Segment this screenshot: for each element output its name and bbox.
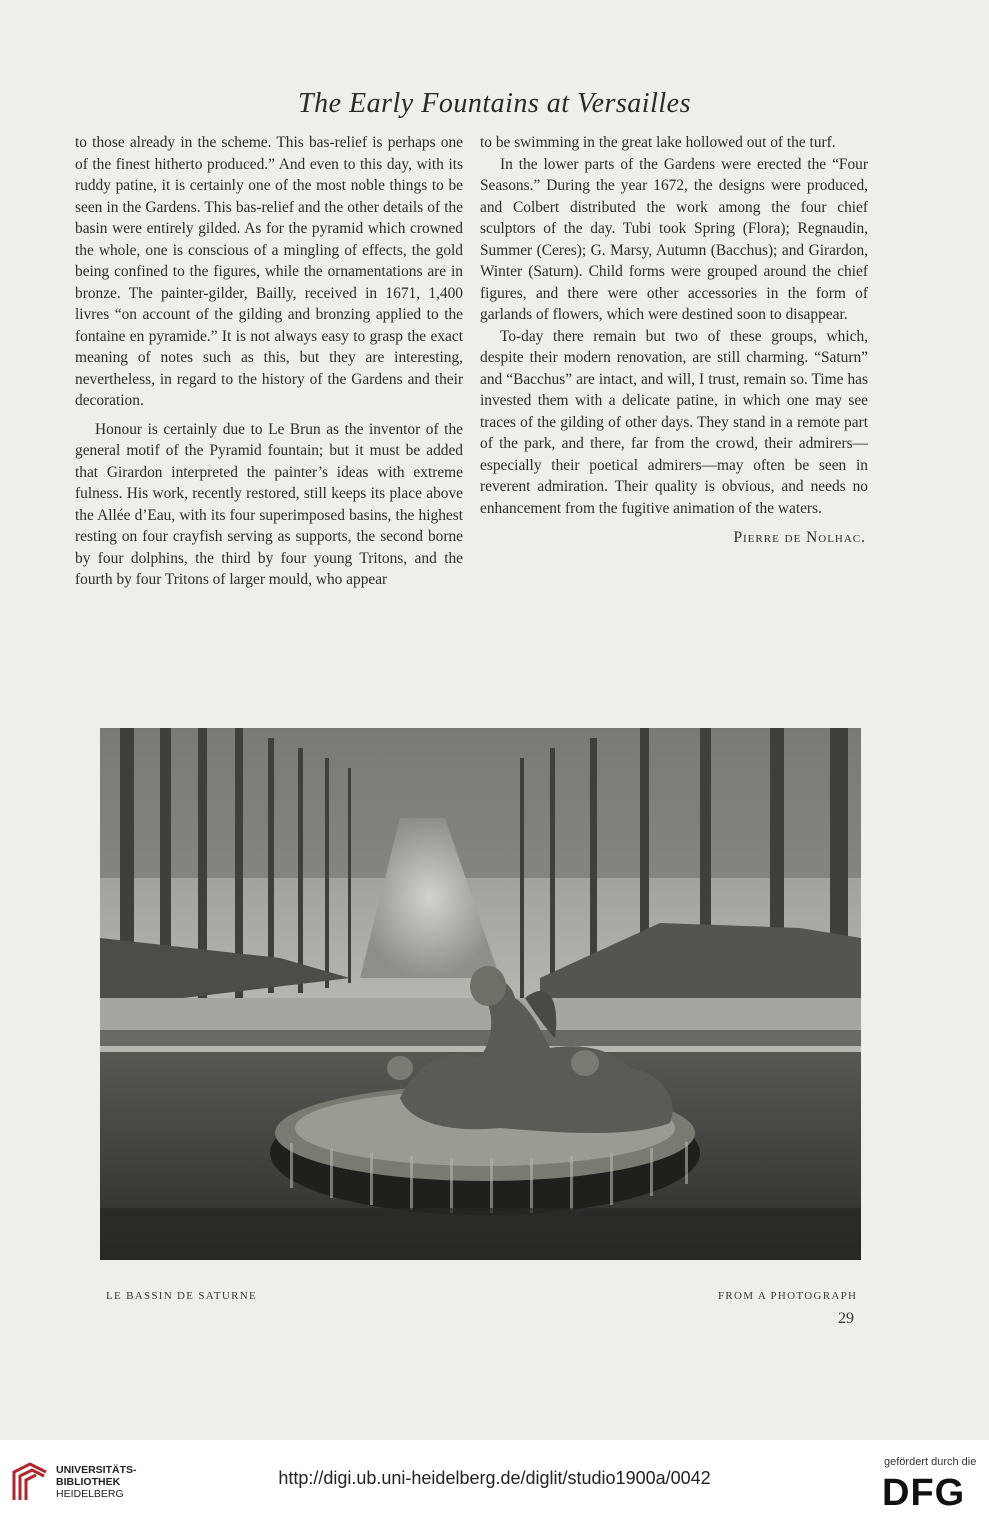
- library-name-line-2: BIBLIOTHEK: [56, 1476, 121, 1488]
- left-column: [75, 132, 463, 591]
- left-paragraph-1: to those already in the scheme. This bas-relief is perhaps one of the finest hitherto produced.” And even to this day, with its ruddy patine, it is certainly one of the most noble things to be seen in the Gardens. This bas-relief and the other details of the basin were entirely gilded. As for the pyramid which crowned the whole, one is conscious of a mingling of effects, the gold being confined to the figures, while the ornamentations are in bronze. The painter-gilder, Bailly, received in 1671, 1,400 livres “on account of the gilding and bronzing applied to the fontaine en pyramide.” It is not always easy to grasp the exact meaning of notes such as this, but they are interesting, nevertheless, in regard to the history of the Gardens and their decoration.: [75, 134, 463, 409]
- library-name-line-3: HEIDELBERG: [56, 1488, 124, 1500]
- dfg-logo: DFG: [882, 1472, 966, 1514]
- photo-caption: LE BASSIN DE SATURNE: [106, 1290, 257, 1302]
- fountain-photograph: [100, 728, 861, 1260]
- library-name-line-1: UNIVERSITÄTS-: [56, 1464, 137, 1476]
- source-url-link[interactable]: http://digi.ub.uni-heidelberg.de/diglit/studio1900a/0042: [278, 1468, 711, 1488]
- left-paragraph-2: Honour is certainly due to Le Brun as the inventor of the general motif of the Pyramid fountain; but it must be added that Girardon interpreted the painter’s ideas with extreme fulness. His work, recently restored, still keeps its place above the Allée d’Eau, with its four superimposed basins, the highest resting on four crayfish serving as supports, the second borne by four dolphins, the third by four young Tritons, and the fourth by four Tritons of larger mould, who appear: [75, 420, 463, 588]
- digitization-footer: [0, 1440, 989, 1526]
- right-paragraph-1: to be swimming in the great lake hollowed out of the turf.: [480, 134, 836, 151]
- right-paragraph-3: To-day there remain but two of these groups, which, despite their modern renovation, are still charming. “Saturn” and “Bacchus” are intact, and will, I trust, remain so. Time has invested them with a delicate patine, in which one may see traces of the gilding of other days. They stand in a remote part of the park, and there, far from the crowd, their admirers—especially their poetical admirers—may often be seen in reverent admiration. Their quality is obvious, and needs no enhancement from the fugitive animation of the waters.: [480, 327, 868, 517]
- page-number: 29: [838, 1310, 854, 1327]
- funder-note: gefördert durch die: [884, 1456, 977, 1468]
- right-paragraph-2: In the lower parts of the Gardens were erected the “Four Seasons.” During the year 1672, the designs were produced, and Colbert distributed the work among the four chief sculptors of the day. Tubi took Spring (Flora); Regnaudin, Summer (Ceres); G. Marsy, Autumn (Bacchus); and Girardon, Winter (Saturn). Child forms were grouped around the chief figures, and there were other accessories in the form of garlands of flowers, which were destined soon to disappear.: [480, 155, 868, 323]
- running-head: The Early Fountains at Versailles: [298, 88, 691, 119]
- author-signature: Pierre de Nolhac.: [733, 529, 866, 546]
- right-column: [480, 132, 868, 549]
- photo-credit: FROM A PHOTOGRAPH: [718, 1290, 858, 1302]
